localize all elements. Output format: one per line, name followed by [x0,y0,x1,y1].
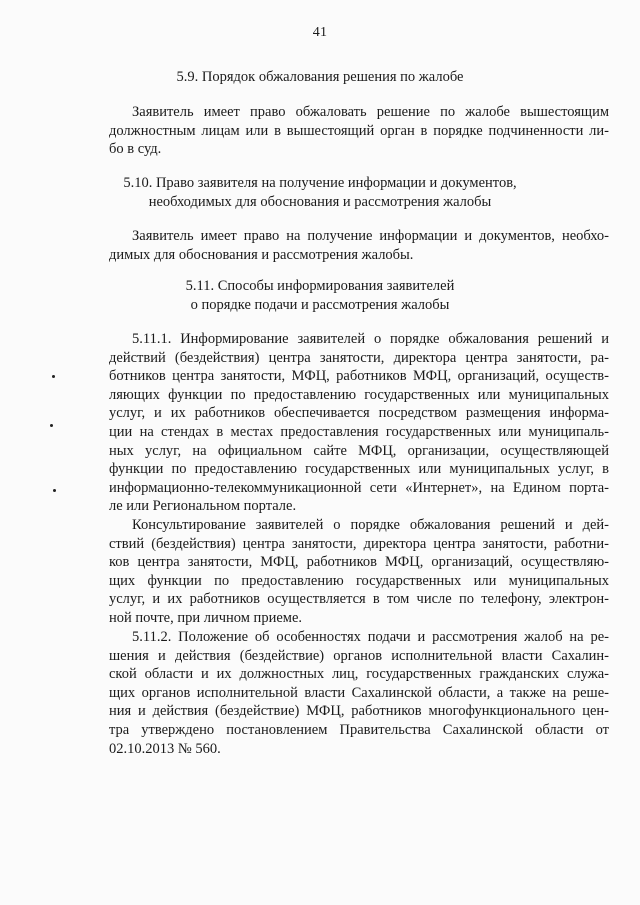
text-line: ботников центра занятости, МФЦ, работников МФЦ, организаций, осуществ- [109,368,609,385]
heading-line: необходимых для обоснования и рассмотрения жалобы [148,194,492,210]
text-line: ной почте, при личном приеме. [109,609,303,626]
text-line: Заявитель имеет право обжаловать решение по жалобе вышестоящим [132,104,609,120]
text-line: ствий (бездействия) центра занятости, директора центра занятости, работни- [109,535,609,552]
section-heading-5-9 [0,68,640,87]
scan-mark [53,489,56,492]
heading-line: 5.9. Порядок обжалования решения по жалобе [176,69,464,85]
text-line: димых для обоснования и рассмотрения жалобы. [109,246,414,263]
text-line: шения и действия (бездействие) органов исполнительной власти Сахалин- [109,647,609,664]
paragraph-5-11-2 [109,628,609,758]
text-line: Заявитель имеет право на получение информации и документов, необхо- [132,228,609,244]
text-line: щих функции по предоставлению государственных или муниципальных [109,572,609,589]
section-heading-5-10 [0,174,640,212]
paragraph-consulting [109,516,609,628]
text-line: 5.11.2. Положение об особенностях подачи и рассмотрения жалоб на ре- [132,629,609,645]
page-number: 41 [312,25,328,40]
text-line: 5.11.1. Информирование заявителей о порядке обжалования решений и [132,331,609,347]
text-line: информационно-телекоммуникационной сети «Интернет», на Едином порта- [109,479,609,496]
text-line: функции по предоставлению государственных или муниципальных услуг, в [109,461,609,478]
text-line: услуг, и их работников обеспечивается посредством размещения информа- [109,405,609,422]
text-line: ской области и их должностных лиц, государственных гражданских служа- [109,666,609,683]
text-line: действий (бездействия) центра занятости, директора центра занятости, ра- [109,349,609,366]
heading-line: о порядке подачи и рассмотрения жалобы [190,297,450,313]
text-line: ции на стендах в местах предоставления государственных или муниципаль- [109,423,609,440]
section-heading-5-11 [0,277,640,315]
heading-line: 5.10. Право заявителя на получение информации и документов, [123,175,517,191]
text-line: Консультирование заявителей о порядке обжалования решений и дей- [132,517,609,533]
paragraph-info-right [109,227,609,264]
text-line: ния и действия (бездействие) МФЦ, работников многофункционального цен- [109,703,609,720]
paragraph-5-11-1 [109,330,609,516]
text-line: щих органов исполнительной власти Сахалинской области, а также на реше- [109,684,609,701]
text-line: тра утверждено постановлением Правительства Сахалинской области от [109,721,609,738]
text-line: ных услуг, на официальном сайте МФЦ, организации, осуществляющей [109,442,609,459]
paragraph-appeal-right [109,103,609,159]
text-line: 02.10.2013 № 560. [109,740,221,757]
scan-mark [50,424,53,427]
scan-mark [52,375,55,378]
text-line: должностным лицам или в вышестоящий орган в порядке подчиненности ли- [109,122,609,139]
heading-line: 5.11. Способы информирования заявителей [185,278,455,294]
text-line: ле или Региональном портале. [109,498,297,515]
text-line: бо в суд. [109,141,162,158]
text-line: ляющих функции по предоставлению государственных или муниципальных [109,386,609,403]
text-line: услуг, и их работников осуществляется в том числе по телефону, электрон- [109,591,609,608]
text-line: ков центра занятости, МФЦ, работников МФЦ, организаций, осуществляю- [109,554,609,571]
